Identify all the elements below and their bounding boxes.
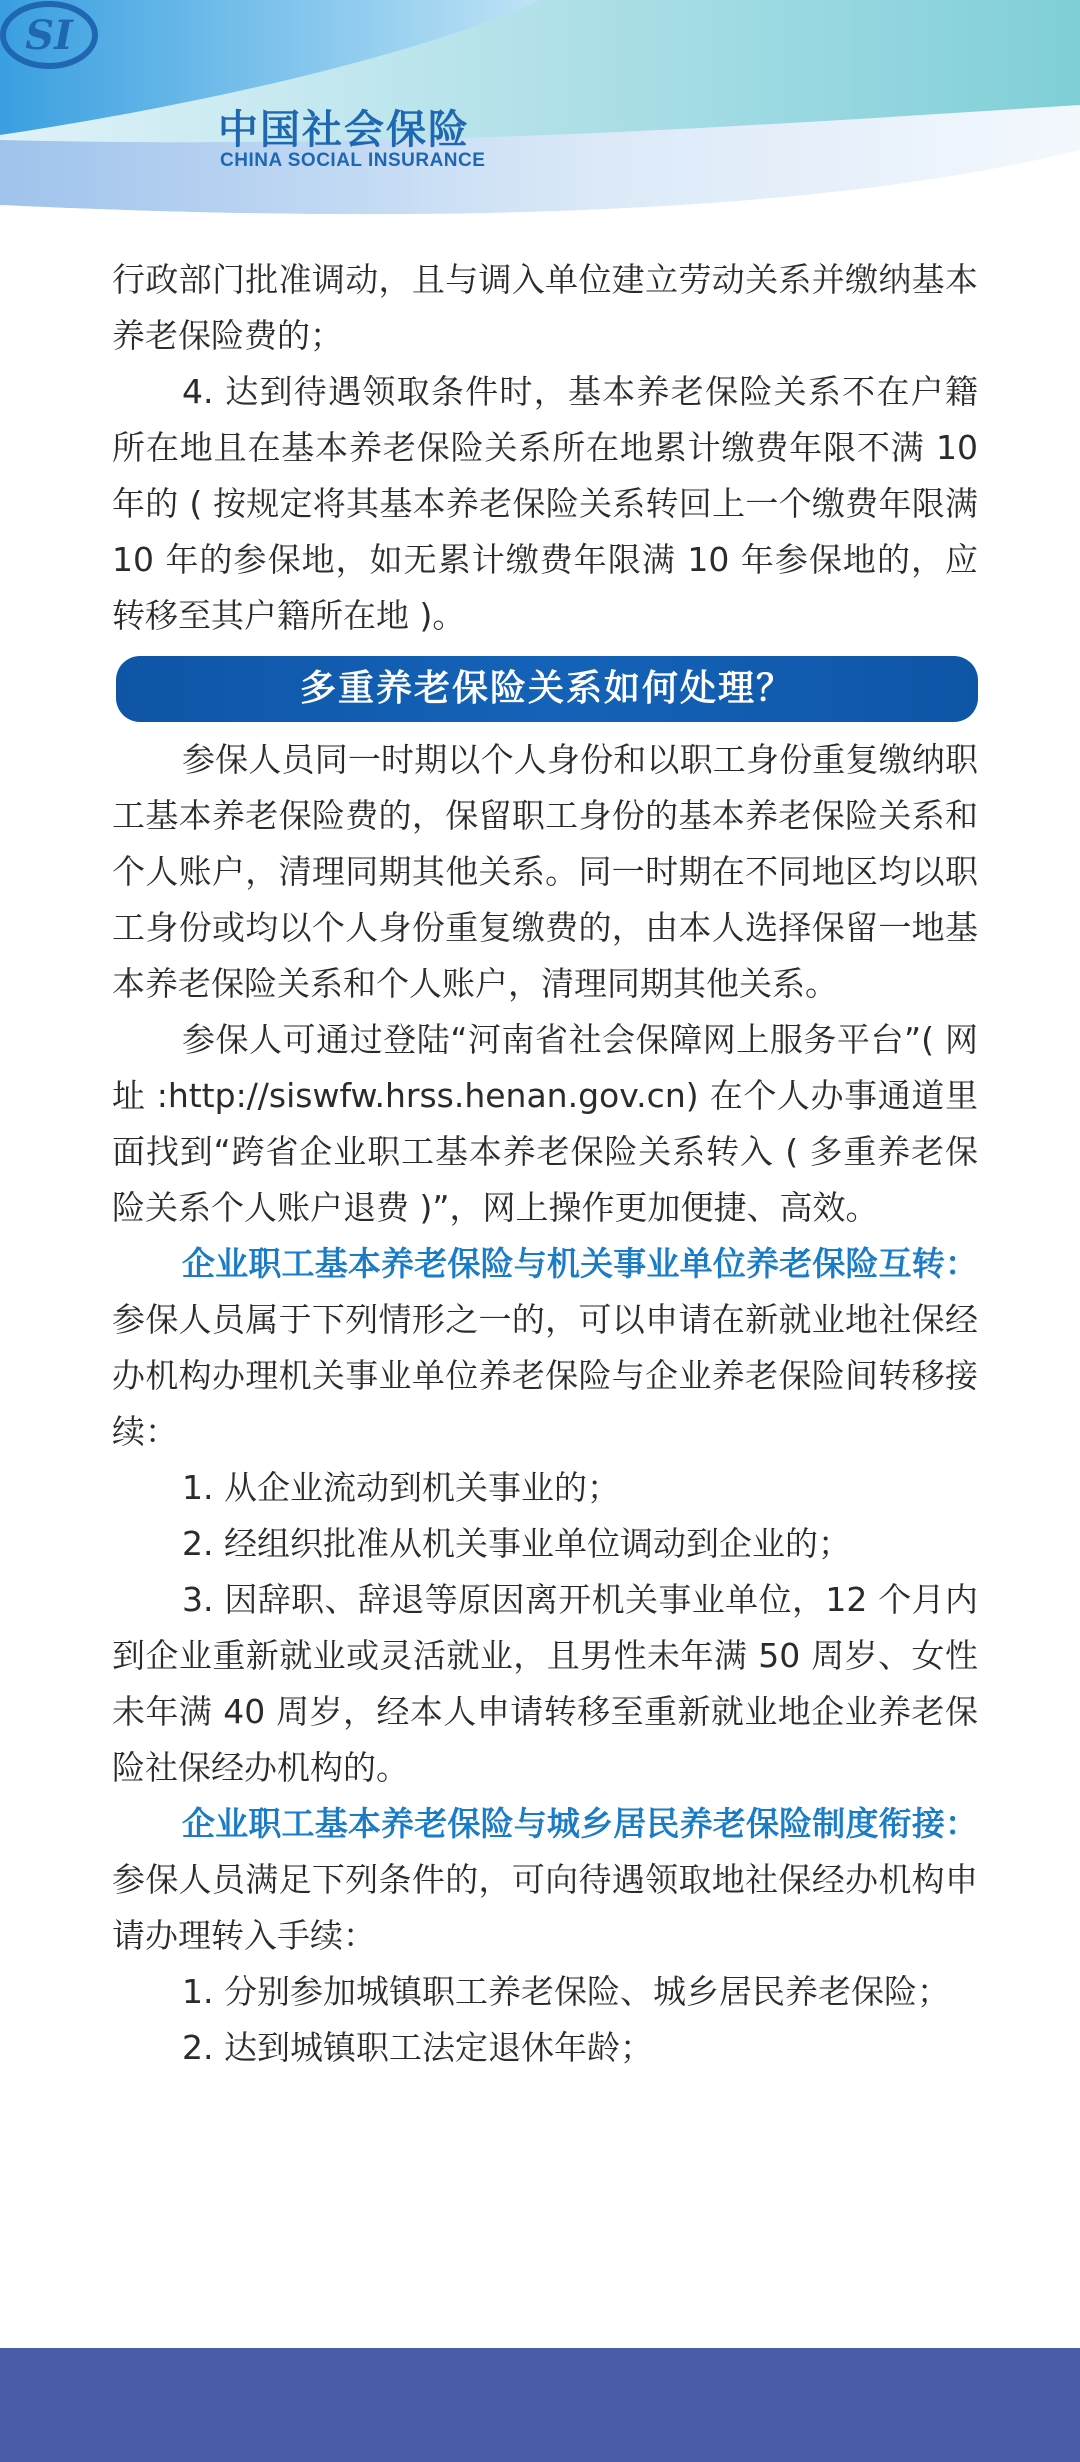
section-heading-multiple-relations: 多重养老保险关系如何处理？ [116,656,978,722]
condition-item-1: 1. 分别参加城镇职工养老保险、城乡居民养老保险； [182,1972,950,2011]
logo-chinese-title: 中国社会保险 [218,106,470,153]
paragraph-institution-transfer-text: 参保人员属于下列情形之一的，可以申请在新就业地社保经办机构办理机关事业单位养老保险与企业养老保险间转移接续： [112,1300,978,1451]
article-body [112,252,978,2076]
paragraph-urban-rural-link-text: 参保人员满足下列条件的，可向待遇领取地社保经办机构申请办理转入手续： [112,1860,978,1955]
footer-band [0,2348,1080,2462]
logo-english-title: CHINA SOCIAL INSURANCE [220,150,486,171]
list-item-3: 3. 因辞职、辞退等原因离开机关事业单位，12 个月内到企业重新就业或灵活就业，且男性未年满 50 周岁、女性未年满 40 周岁，经本人申请转移至重新就业地企业养老保险社保经办机构的。 [112,1580,978,1787]
paragraph-urban-rural-link [112,1796,978,1964]
list-item-1: 1. 从企业流动到机关事业的； [182,1468,620,1507]
list-item-2: 2. 经组织批准从机关事业单位调动到企业的； [182,1524,851,1563]
condition-item-2: 2. 达到城镇职工法定退休年龄； [182,2028,653,2067]
logo-mark-text: SI [25,12,73,59]
paragraph-multiple-relations: 参保人员同一时期以个人身份和以职工身份重复缴纳职工基本养老保险费的，保留职工身份的基本养老保险关系和个人账户，清理同期其他关系。同一时期在不同地区均以职工身份或均以个人身份重复缴费的，由本人选择保留一地基本养老保险关系和个人账户，清理同期其他关系。 [112,740,978,1003]
paragraph-institution-transfer [112,1236,978,1460]
paragraph-transfer-condition-4: 4. 达到待遇领取条件时，基本养老保险关系不在户籍所在地且在基本养老保险关系所在地累计缴费年限不满 10 年的 ( 按规定将其基本养老保险关系转回上一个缴费年限满 10 年的参保地，如无累计缴费年限满 10 年参保地的，应转移至其户籍所在地 )。 [112,372,978,635]
paragraph-online-service: 参保人可通过登陆“河南省社会保障网上服务平台”( 网址 :http://siswfw.hrss.henan.gov.cn) 在个人办事通道里面找到“跨省企业职工基本养老保险关系转入 ( 多重养老保险关系个人账户退费 )”，网上操作更加便捷、高效。 [112,1020,978,1227]
header-wave-background [0,0,1080,230]
header-banner [0,0,1080,230]
paragraph-transfer-condition-3-tail: 行政部门批准调动，且与调入单位建立劳动关系并缴纳基本养老保险费的； [112,260,978,355]
subheading-urban-rural-link: 企业职工基本养老保险与城乡居民养老保险制度衔接： [182,1804,978,1843]
social-insurance-logo-icon [0,0,98,70]
subheading-institution-transfer: 企业职工基本养老保险与机关事业单位养老保险互转： [182,1244,978,1283]
